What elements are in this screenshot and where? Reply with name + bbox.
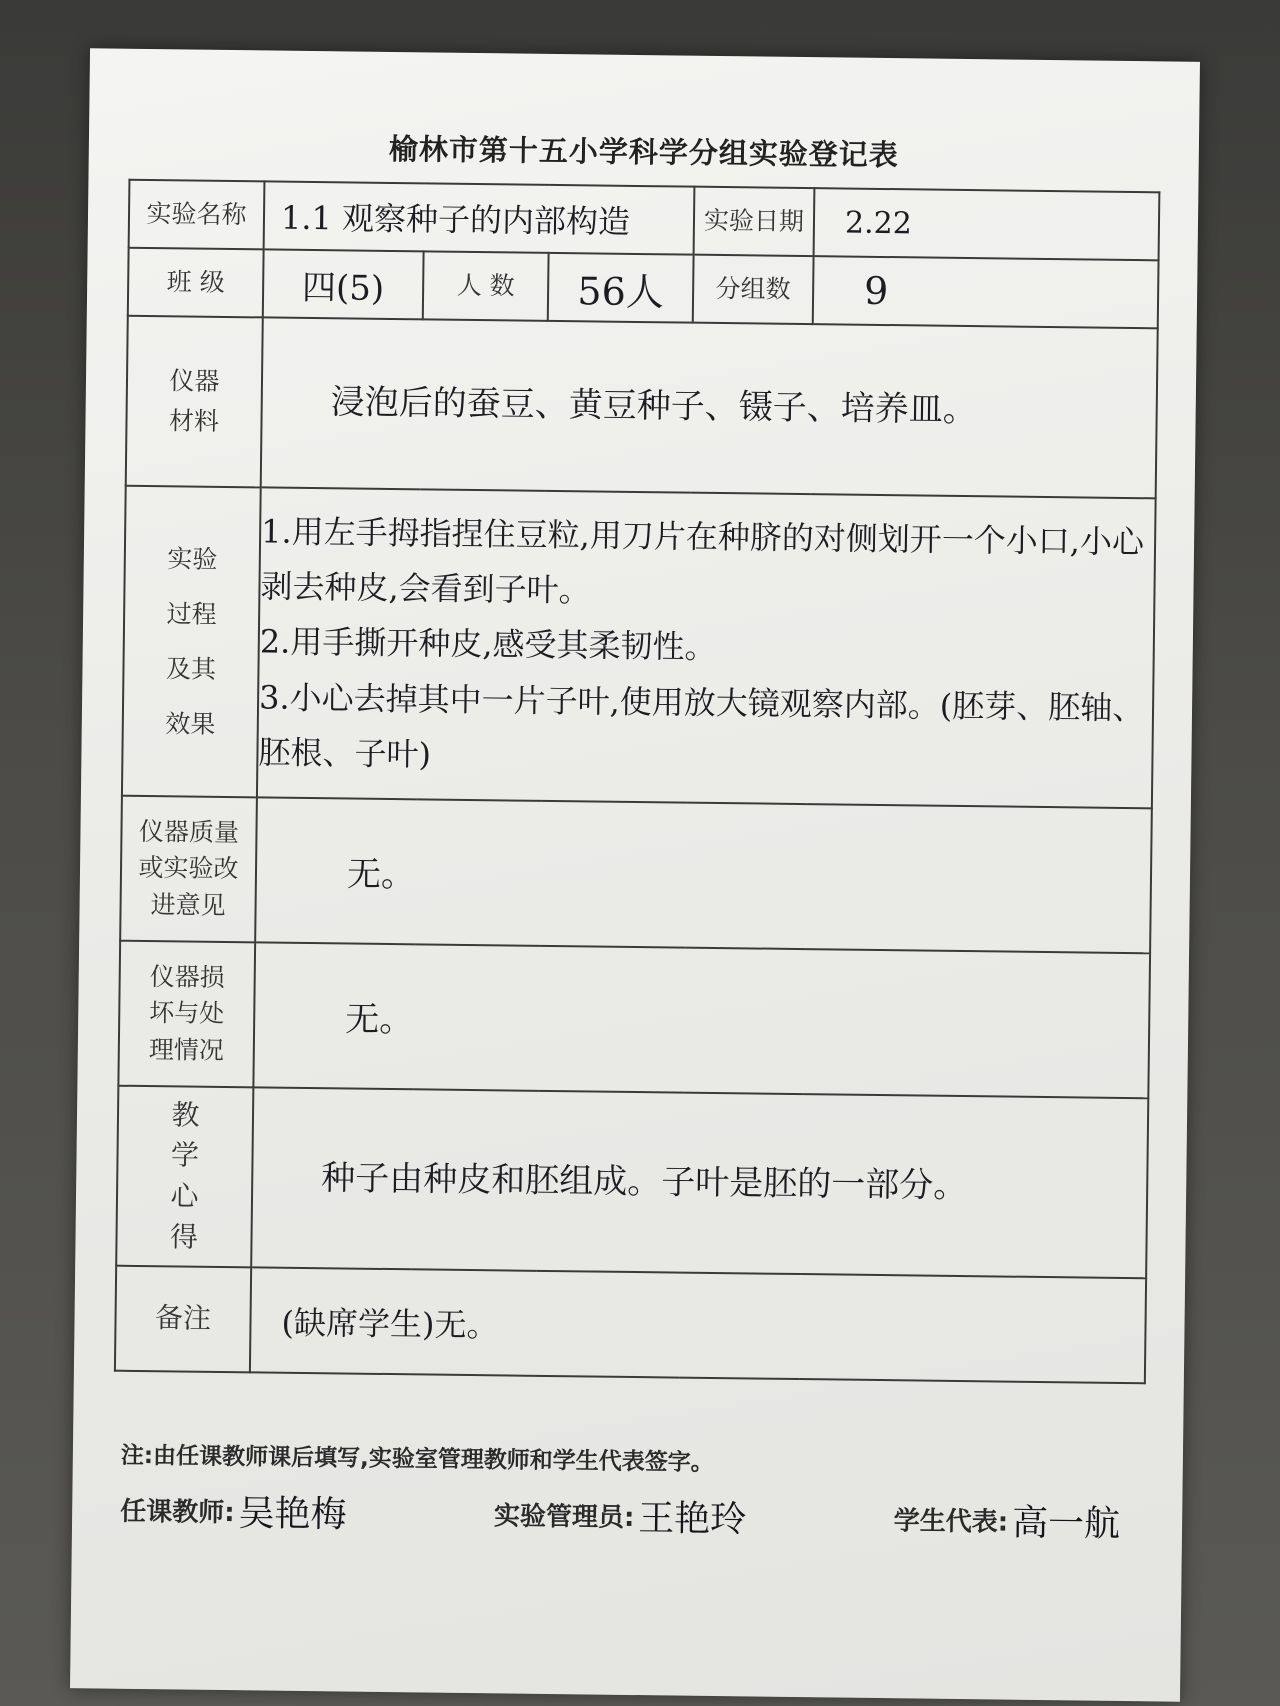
experiment-name-label: 实验名称 [129, 180, 265, 250]
materials-label: 仪器材料 [126, 316, 263, 488]
experiment-date-value: 2.22 [814, 188, 1160, 260]
row-experiment-name [129, 180, 1160, 261]
groups-value: 9 [813, 256, 1159, 328]
process-value [257, 487, 1156, 808]
groups-label: 分组数 [693, 255, 814, 324]
process-step-2: 2.用手撕开种皮,感受其柔韧性。 [259, 622, 717, 667]
teacher-signature [120, 1484, 347, 1538]
row-class-info [128, 248, 1159, 329]
class-value: 四(5) [263, 249, 424, 319]
people-value: 56人 [548, 253, 694, 323]
damage-label: 仪器损坏与处理情况 [118, 941, 255, 1088]
row-damage [118, 941, 1150, 1099]
admin-signature [494, 1488, 747, 1542]
experiment-name-value: 1.1 观察种子的内部构造 [264, 181, 695, 254]
reflection-value: 种子由种皮和胚组成。子叶是胚的一部分。 [251, 1087, 1148, 1278]
row-quality [120, 796, 1152, 954]
process-label: 实验过程及其效果 [122, 486, 261, 798]
student-name: 高一航 [1011, 1502, 1121, 1545]
paper-sheet [70, 48, 1200, 1701]
teacher-label: 任课教师: [119, 1496, 235, 1529]
registration-table [114, 179, 1160, 1385]
footer-note: 注:由任课教师课后填写,实验室管理教师和学生代表签字。 [120, 1442, 714, 1477]
student-signature [893, 1493, 1120, 1547]
row-remarks [115, 1266, 1146, 1384]
people-label: 人 数 [423, 251, 549, 321]
materials-value: 浸泡后的蚕豆、黄豆种子、镊子、培养皿。 [261, 317, 1158, 498]
form-title: 榆林市第十五小学科学分组实验登记表 [388, 131, 900, 173]
quality-value: 无。 [255, 797, 1152, 953]
teacher-name: 吴艳梅 [238, 1493, 347, 1536]
experiment-date-label: 实验日期 [694, 187, 815, 256]
row-process [122, 486, 1156, 809]
quality-label: 仪器质量或实验改进意见 [120, 796, 257, 943]
row-materials [126, 316, 1158, 499]
student-label: 学生代表: [893, 1506, 1009, 1538]
reflection-label: 教学心得 [116, 1086, 253, 1268]
admin-name: 王艳玲 [638, 1498, 747, 1541]
admin-label: 实验管理员: [493, 1501, 635, 1534]
row-reflection [116, 1086, 1148, 1279]
remarks-value: (缺席学生)无。 [250, 1267, 1146, 1383]
class-label: 班 级 [128, 248, 264, 318]
damage-value: 无。 [253, 942, 1150, 1098]
process-step-1: 1.用左手拇指捏住豆粒,用刀片在种脐的对侧划开一个小口,小心剥去种皮,会看到子叶。 [260, 512, 1145, 610]
remarks-label: 备注 [115, 1266, 251, 1373]
signature-row [120, 1484, 1121, 1547]
process-step-3: 3.小心去掉其中一片子叶,使用放大镜观察内部。(胚芽、胚轴、胚根、子叶) [258, 677, 1145, 774]
